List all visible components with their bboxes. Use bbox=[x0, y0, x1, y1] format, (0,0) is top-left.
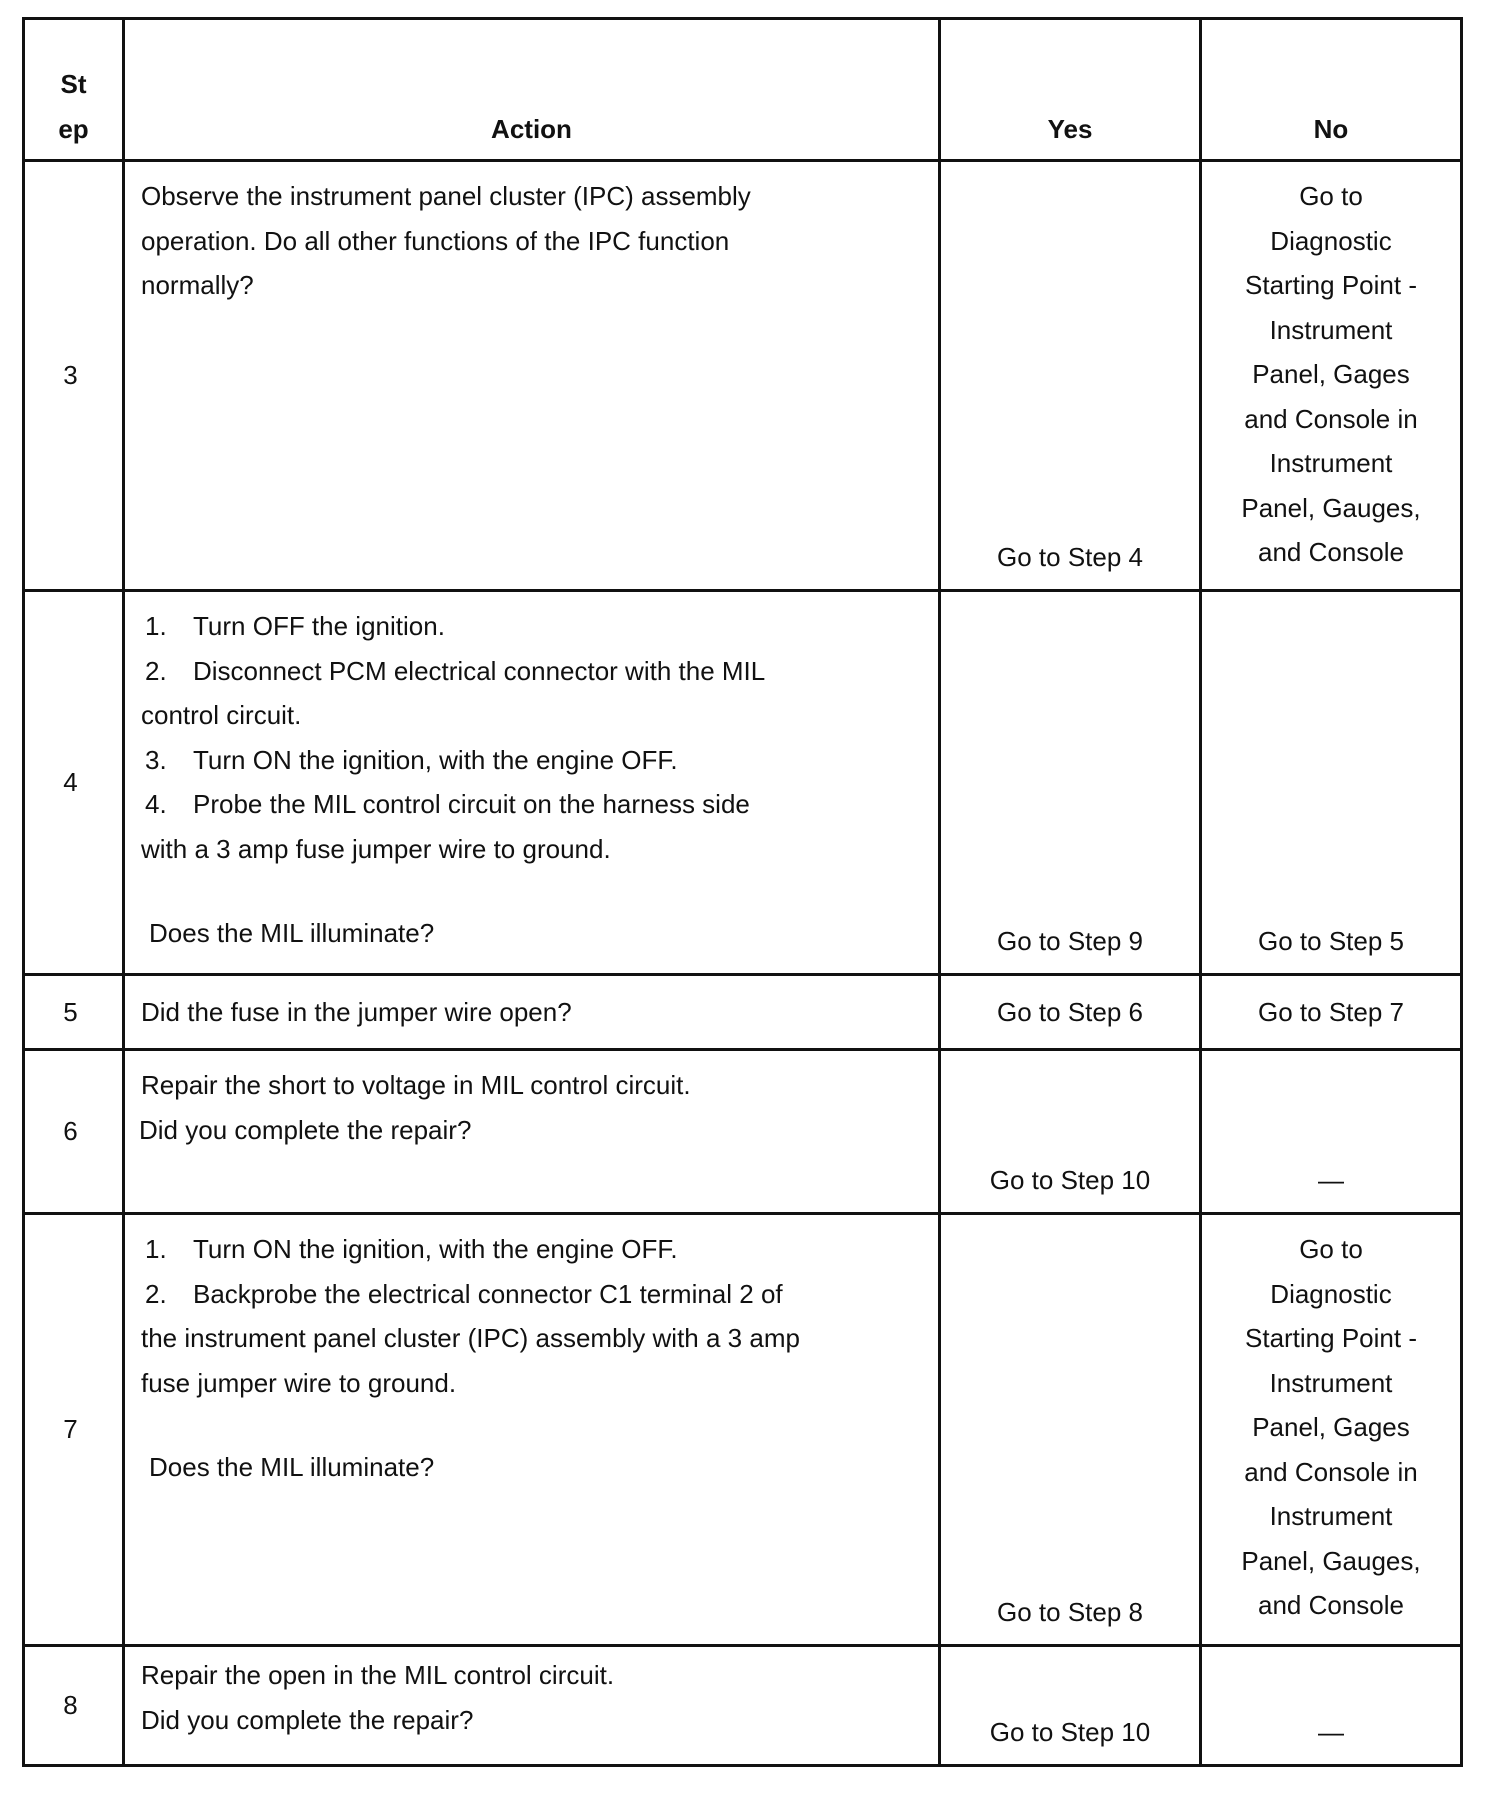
yes-cell: Go to Step 4 bbox=[940, 161, 1201, 591]
no-line: Instrument bbox=[1269, 448, 1393, 478]
list-item-continuation: fuse jumper wire to ground. bbox=[141, 1367, 457, 1398]
table-row bbox=[24, 1646, 1462, 1766]
action-line: Did you complete the repair? bbox=[139, 1114, 472, 1145]
list-item: 4. Probe the MIL control circuit on the harness side bbox=[145, 789, 750, 819]
action-question: Does the MIL illuminate? bbox=[149, 918, 435, 948]
header-step-line1: St bbox=[60, 69, 87, 99]
no-line: Starting Point - bbox=[1245, 270, 1417, 300]
table-row bbox=[24, 1050, 1462, 1214]
no-cell: Go to Step 7 bbox=[1201, 975, 1462, 1050]
yes-cell: Go to Step 8 bbox=[940, 1214, 1201, 1646]
header-row bbox=[24, 19, 1462, 161]
action-question: Does the MIL illuminate? bbox=[149, 1452, 435, 1482]
no-line: Go to bbox=[1299, 1234, 1363, 1264]
table-row bbox=[24, 161, 1462, 591]
no-cell: — bbox=[1201, 1050, 1462, 1214]
no-line: Panel, Gages bbox=[1252, 359, 1410, 389]
yes-cell: Go to Step 10 bbox=[940, 1646, 1201, 1766]
list-item: 2. Disconnect PCM electrical connector with the MIL bbox=[145, 655, 766, 686]
action-cell bbox=[124, 1646, 940, 1766]
no-line: and Console in bbox=[1244, 1456, 1418, 1487]
action-line: Observe the instrument panel cluster (IPC) assembly bbox=[141, 181, 751, 211]
step-number: 6 bbox=[24, 1050, 124, 1214]
table-row bbox=[24, 975, 1462, 1050]
action-line: Repair the open in the MIL control circuit. bbox=[141, 1660, 615, 1690]
yes-cell: Go to Step 10 bbox=[940, 1050, 1201, 1214]
action-line: Repair the short to voltage in MIL control circuit. bbox=[141, 1070, 691, 1100]
action-cell bbox=[124, 161, 940, 591]
diagnostic-table bbox=[22, 17, 1463, 1767]
list-item: 3. Turn ON the ignition, with the engine OFF. bbox=[145, 744, 678, 775]
action-cell: Did the fuse in the jumper wire open? bbox=[124, 975, 940, 1050]
no-line: Starting Point - bbox=[1245, 1323, 1417, 1353]
action-line: normally? bbox=[141, 270, 254, 300]
no-cell bbox=[1201, 161, 1462, 591]
no-line: and Console bbox=[1258, 1590, 1404, 1620]
header-yes: Yes bbox=[940, 19, 1201, 161]
no-line: Go to bbox=[1299, 181, 1363, 211]
no-cell: — bbox=[1201, 1646, 1462, 1766]
action-line: operation. Do all other functions of the IPC function bbox=[141, 225, 730, 256]
table-row bbox=[24, 1214, 1462, 1646]
no-line: and Console bbox=[1258, 537, 1404, 567]
table-row bbox=[24, 591, 1462, 975]
action-cell bbox=[124, 1050, 940, 1214]
action-cell bbox=[124, 1214, 940, 1646]
no-line: Instrument bbox=[1269, 314, 1393, 345]
header-step-line2: ep bbox=[58, 113, 89, 144]
no-line: Panel, Gauges, bbox=[1241, 1545, 1421, 1576]
list-item-continuation: control circuit. bbox=[141, 700, 302, 730]
no-line: Panel, Gages bbox=[1252, 1412, 1410, 1442]
no-line: Diagnostic bbox=[1270, 225, 1392, 256]
header-action: Action bbox=[124, 19, 940, 161]
no-line: Diagnostic bbox=[1270, 1278, 1392, 1309]
step-number: 8 bbox=[24, 1646, 124, 1766]
action-line: Did you complete the repair? bbox=[141, 1704, 474, 1735]
list-item: 1. Turn OFF the ignition. bbox=[145, 611, 445, 641]
no-cell: Go to Step 5 bbox=[1201, 591, 1462, 975]
yes-cell: Go to Step 6 bbox=[940, 975, 1201, 1050]
yes-cell: Go to Step 9 bbox=[940, 591, 1201, 975]
no-line: Instrument bbox=[1269, 1501, 1393, 1531]
list-item-continuation: with a 3 amp fuse jumper wire to ground. bbox=[141, 833, 611, 864]
list-item: 2. Backprobe the electrical connector C1 terminal 2 of bbox=[145, 1278, 783, 1309]
header-no: No bbox=[1201, 19, 1462, 161]
list-item-continuation: the instrument panel cluster (IPC) assembly with a 3 amp bbox=[141, 1323, 800, 1353]
step-number: 7 bbox=[24, 1214, 124, 1646]
no-line: Instrument bbox=[1269, 1367, 1393, 1398]
no-line: and Console in bbox=[1244, 403, 1418, 434]
step-number: 3 bbox=[24, 161, 124, 591]
no-line: Panel, Gauges, bbox=[1241, 492, 1421, 523]
no-cell bbox=[1201, 1214, 1462, 1646]
step-number: 4 bbox=[24, 591, 124, 975]
step-number: 5 bbox=[24, 975, 124, 1050]
list-item: 1. Turn ON the ignition, with the engine OFF. bbox=[145, 1234, 678, 1264]
header-step bbox=[24, 19, 124, 161]
action-cell bbox=[124, 591, 940, 975]
